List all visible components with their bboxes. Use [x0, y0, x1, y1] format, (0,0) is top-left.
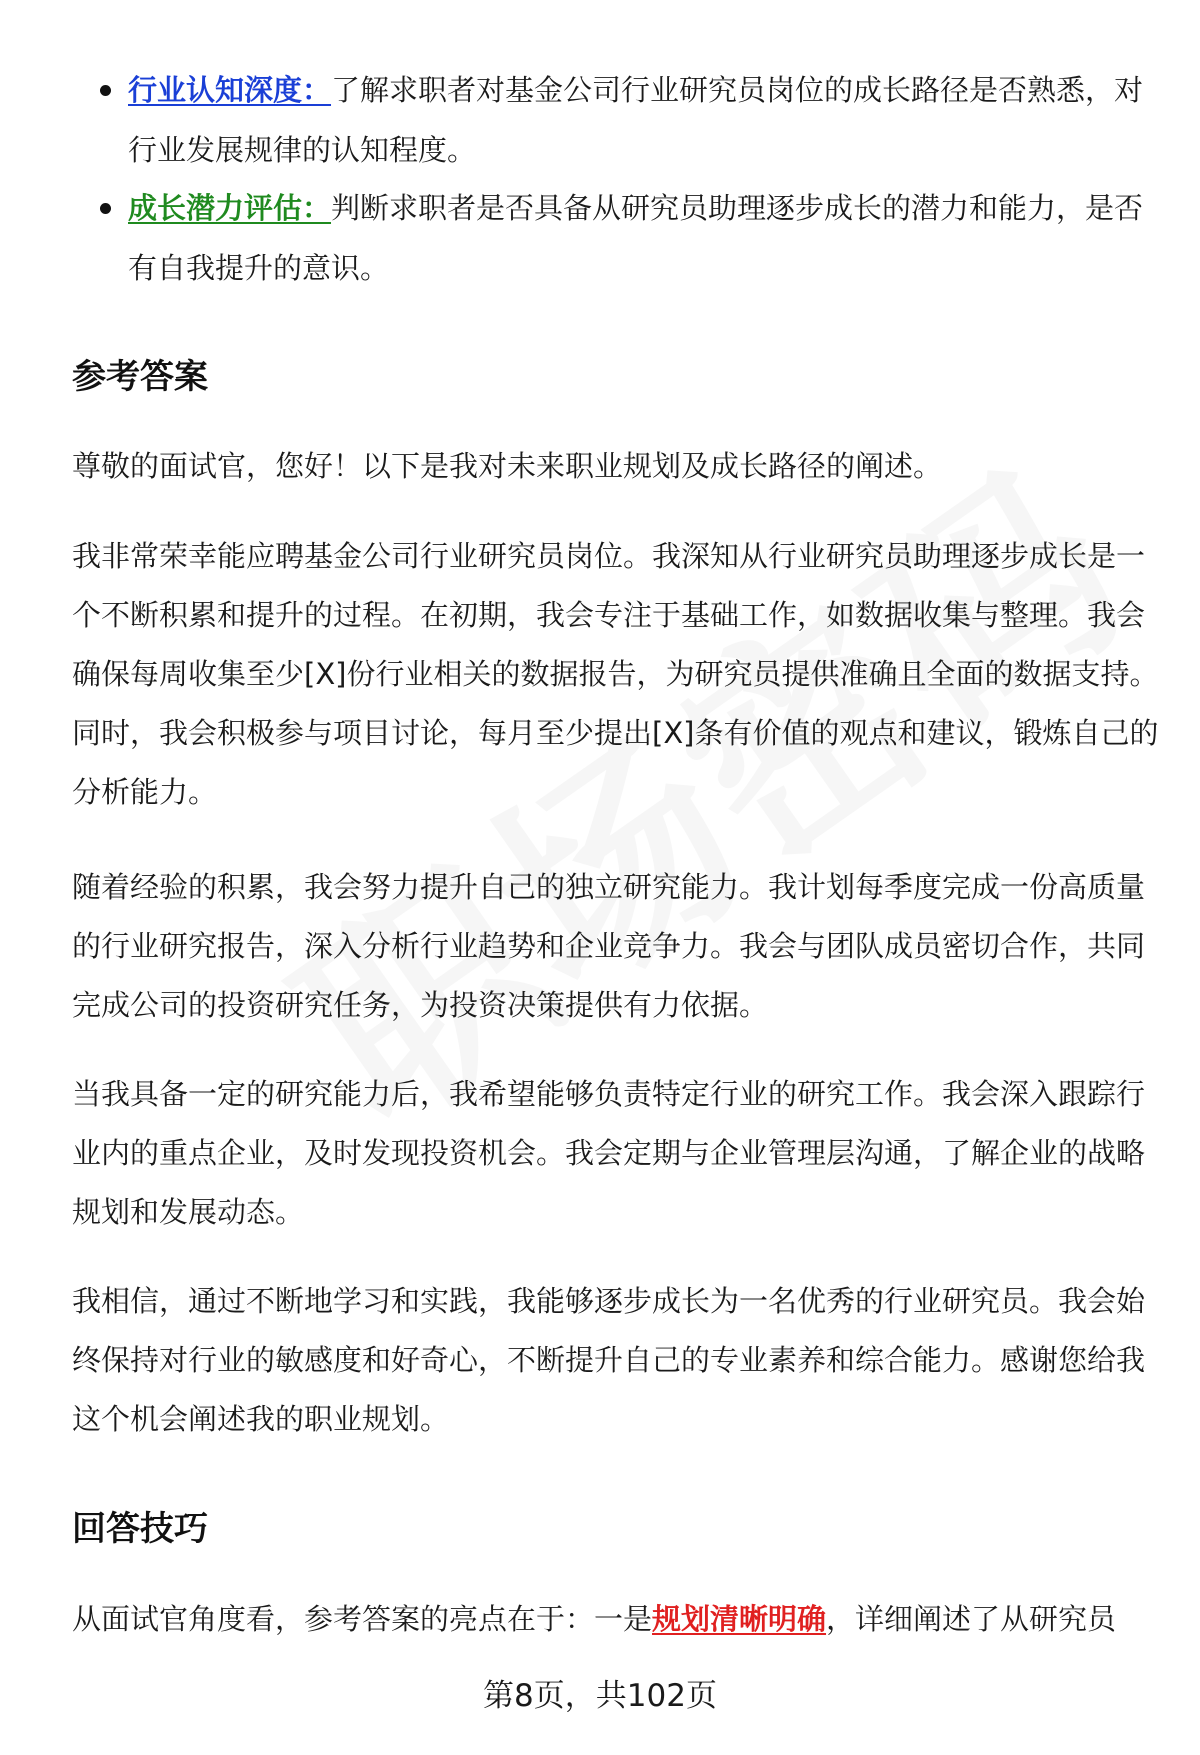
section-title-answer: 参考答案 — [72, 357, 208, 397]
tips-highlight: 规划清晰明确 — [652, 1602, 827, 1636]
answer-paragraph: 尊敬的面试官，您好！以下是我对未来职业规划及成长路径的阐述。 — [72, 449, 943, 483]
page-number: 第8页，共102页 — [483, 1678, 717, 1714]
tips-paragraph — [72, 1590, 1162, 1649]
criterion-text: 了解求职者对基金公司行业研究员岗位的成长路径是否熟悉，对行业发展规律的认知程度。 — [128, 73, 1144, 167]
tips-prefix: 从面试官角度看，参考答案的亮点在于：一是 — [72, 1602, 653, 1636]
criterion-text: 判断求职者是否具备从研究员助理逐步成长的潜力和能力，是否有自我提升的意识。 — [128, 191, 1144, 285]
criteria-list — [72, 60, 1162, 298]
criterion-keyword: 行业认知深度： — [128, 73, 332, 107]
answer-paragraph: 我相信，通过不断地学习和实践，我能够逐步成长为一名优秀的行业研究员。我会始终保持对行业的敏感度和好奇心，不断提升自己的专业素养和综合能力。感谢您给我这个机会阐述我的职业规划。 — [72, 1284, 1146, 1436]
answer-paragraph: 随着经验的积累，我会努力提升自己的独立研究能力。我计划每季度完成一份高质量的行业研究报告，深入分析行业趋势和企业竞争力。我会与团队成员密切合作，共同完成公司的投资研究任务，为投资决策提供有力依据。 — [72, 870, 1146, 1022]
criterion-keyword: 成长潜力评估： — [128, 191, 332, 225]
answer-paragraph: 我非常荣幸能应聘基金公司行业研究员岗位。我深知从行业研究员助理逐步成长是一个不断积累和提升的过程。在初期，我会专注于基础工作，如数据收集与整理。我会确保每周收集至少[X]份行业相关的数据报告，为研究员提供准确且全面的数据支持。同时，我会积极参与项目讨论，每月至少提出[X]条有价值的观点和建议，锻炼自己的分析能力。 — [72, 539, 1159, 809]
tips-suffix: ，详细阐述了从研究员 — [826, 1602, 1117, 1636]
list-item — [72, 60, 1162, 180]
answer-paragraph: 当我具备一定的研究能力后，我希望能够负责特定行业的研究工作。我会深入跟踪行业内的重点企业，及时发现投资机会。我会定期与企业管理层沟通，了解企业的战略规划和发展动态。 — [72, 1077, 1146, 1229]
section-title-tips: 回答技巧 — [72, 1509, 208, 1549]
list-item — [72, 178, 1162, 298]
